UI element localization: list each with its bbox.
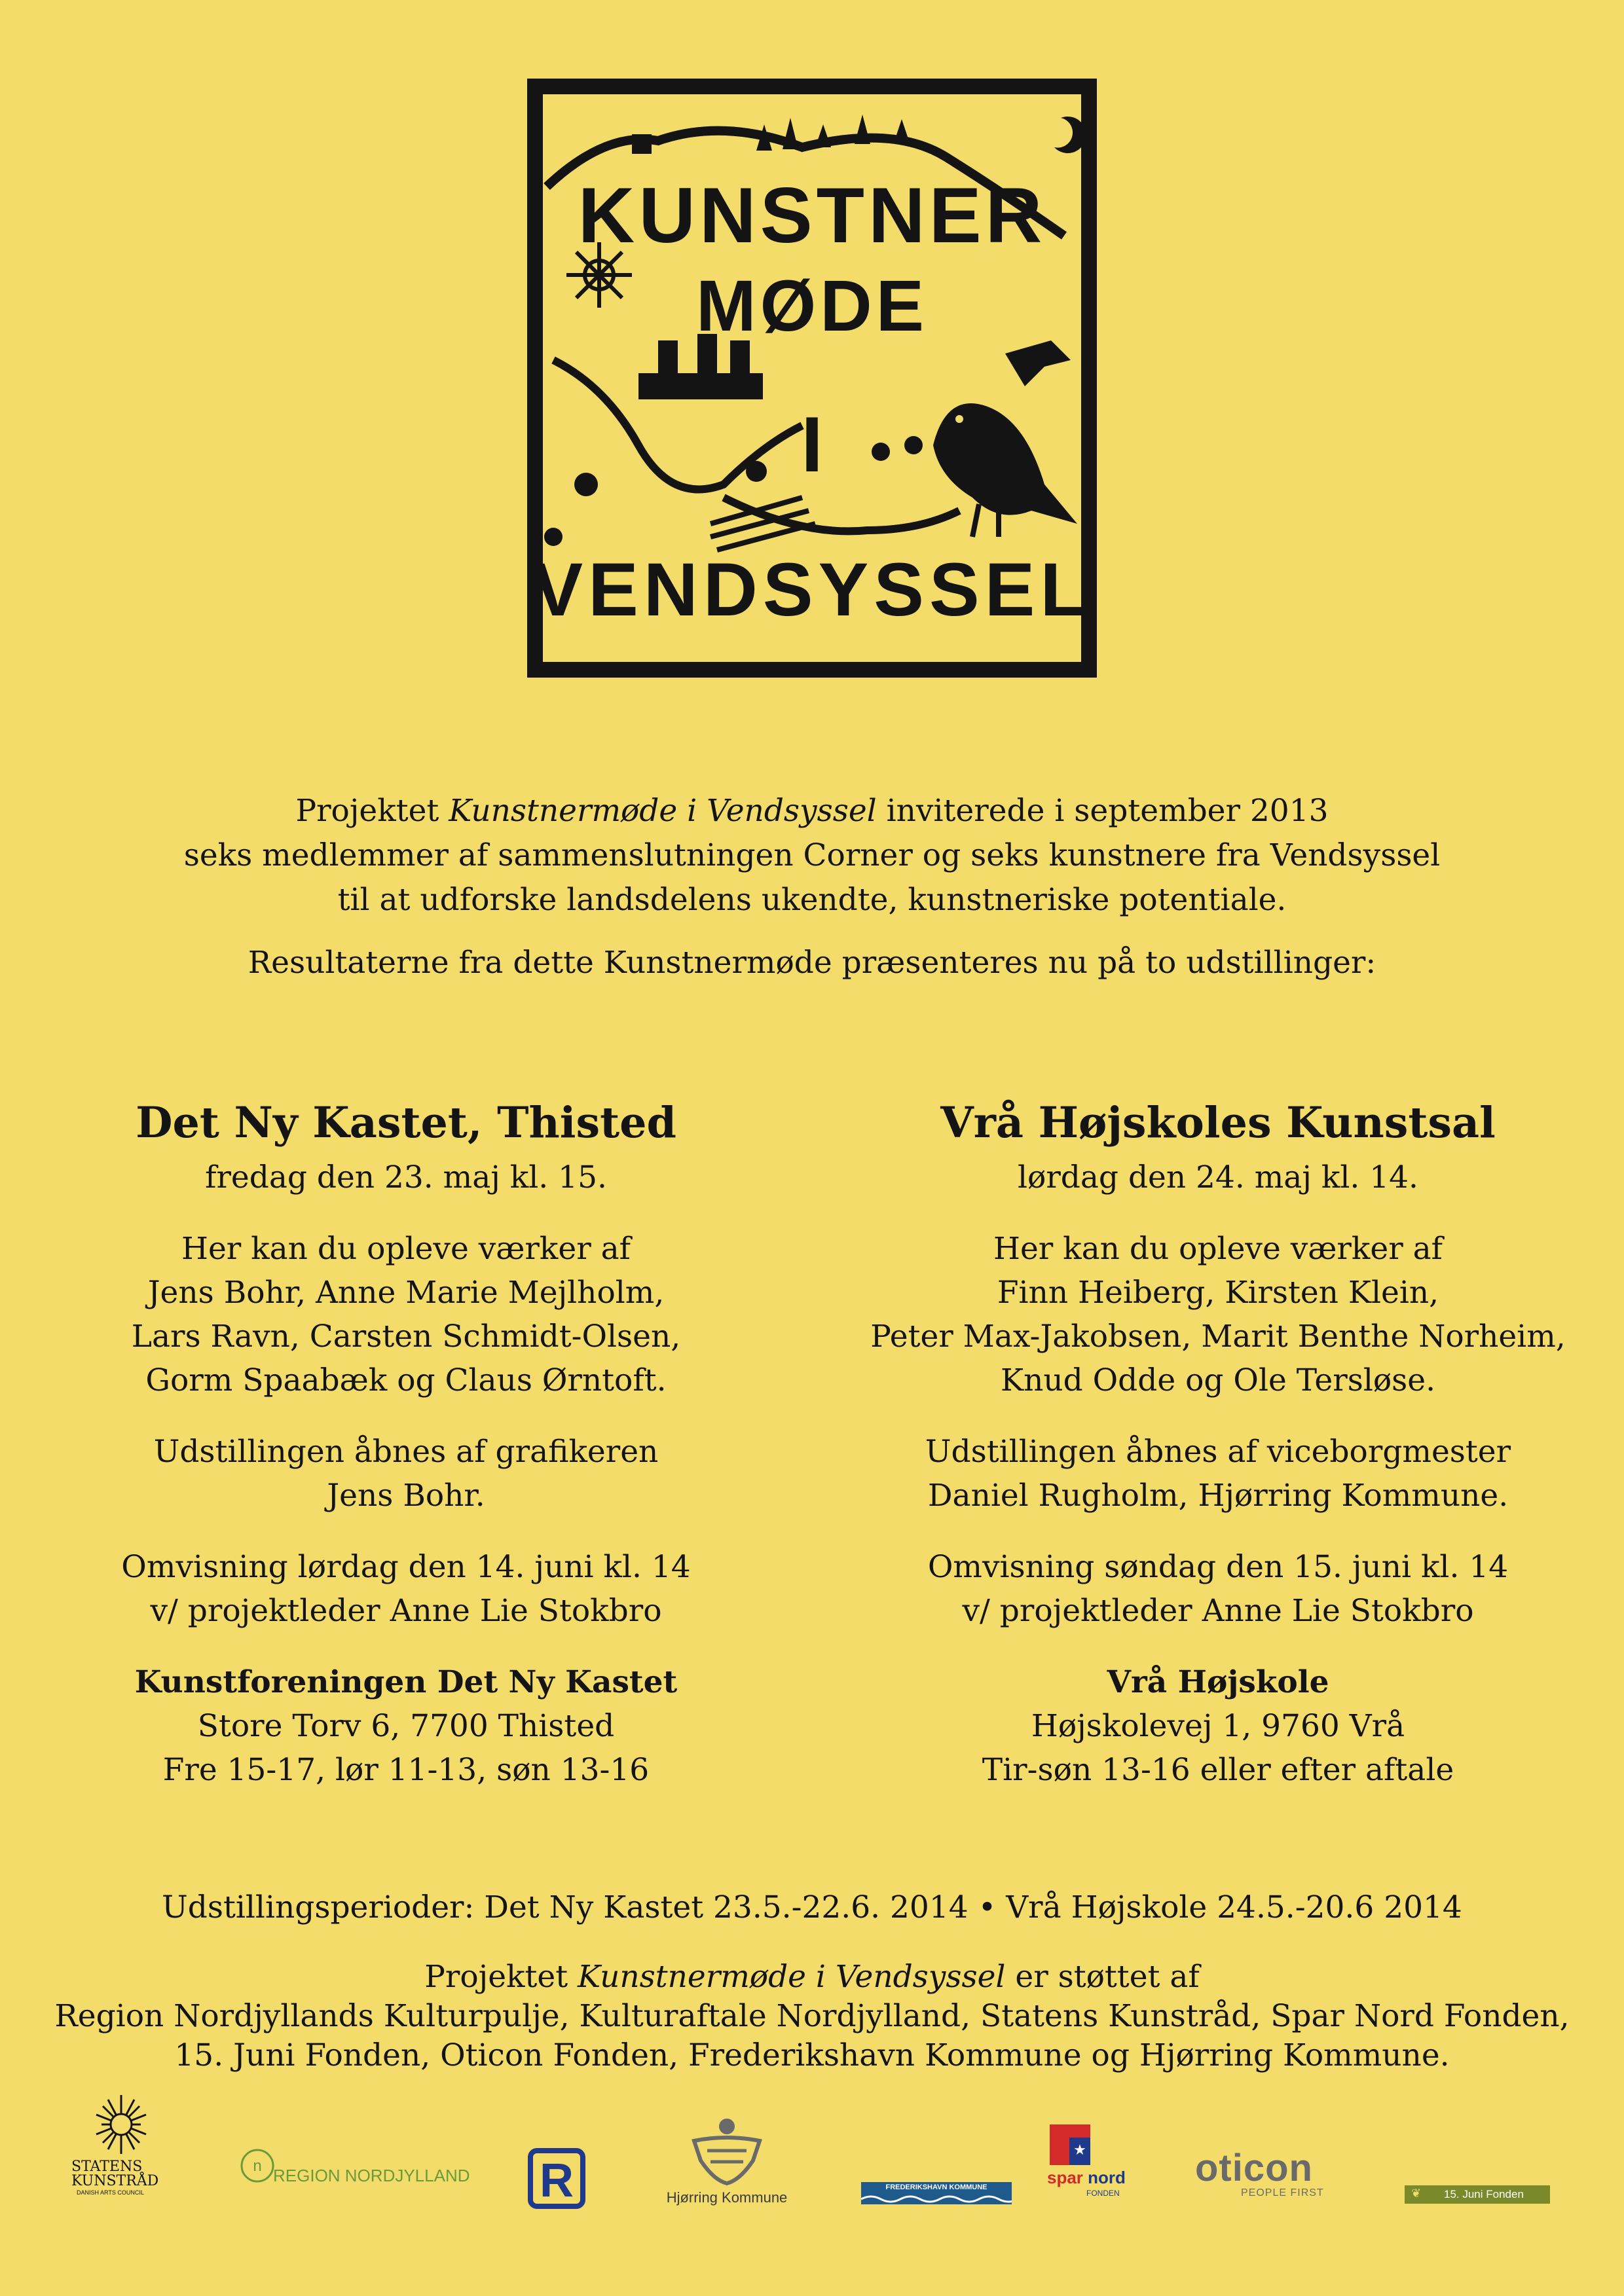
logo-text-mode: MØDE xyxy=(696,266,928,346)
venue-title: Vrå Højskoles Kunstsal xyxy=(940,1098,1496,1148)
intro-section xyxy=(0,789,1624,985)
intro-line-1: Projektet Kunstnermøde i Vendsyssel inviterede i september 2013 xyxy=(295,793,1329,829)
support-section xyxy=(0,1958,1624,2075)
15-juni-fonden-logo: ❦ 15. Juni Fonden xyxy=(1405,2185,1550,2204)
svg-text:R: R xyxy=(540,2155,574,2207)
support-line-3: 15. Juni Fonden, Oticon Fonden, Frederikshavn Kommune og Hjørring Kommune. xyxy=(174,2037,1450,2073)
logo-text-kunstner: KUNSTNER xyxy=(578,172,1046,259)
venue-address: Kunstforeningen Det Ny Kastet Store Torv 6, 7700 Thisted Fre 15-17, lør 11-13, søn 13-16 xyxy=(134,1664,678,1788)
venue-title: Det Ny Kastet, Thisted xyxy=(136,1098,676,1148)
support-line-1: Projektet Kunstnermøde i Vendsyssel er støttet af xyxy=(424,1959,1200,1995)
sponsor-logos xyxy=(0,2092,1624,2223)
svg-text:n: n xyxy=(253,2157,262,2175)
venue-artists: Her kan du opleve værker af Jens Bohr, Anne Marie Mejlholm, Lars Ravn, Carsten Schmidt-Olsen, Gorm Spaabæk og Claus Ørntoft. xyxy=(131,1231,681,1398)
region-circle-icon xyxy=(239,2147,276,2184)
venue-tour: Omvisning søndag den 15. juni kl. 14 v/ projektleder Anne Lie Stokbro xyxy=(927,1549,1509,1629)
venue-thisted xyxy=(0,1090,812,1819)
statens-kunstraad-logo: STATENS KUNSTRÅD DANISH ARTS COUNCIL xyxy=(62,2092,180,2206)
venue-opening: Udstillingen åbnes af grafikeren Jens Bohr. xyxy=(153,1434,659,1514)
star-icon: ★ xyxy=(1069,2138,1090,2165)
kunstnermode-logo xyxy=(527,79,1097,678)
venue-address: Vrå Højskole Højskolevej 1, 9760 Vrå Tir-søn 13-16 eller efter aftale xyxy=(982,1664,1454,1788)
project-name: Kunstnermøde i Vendsyssel xyxy=(449,793,877,829)
leaf-icon: ❦ xyxy=(1411,2187,1422,2200)
spar-nord-flag xyxy=(1050,2124,1090,2165)
exhibition-periods: Udstillingsperioder: Det Ny Kastet 23.5.-22.6. 2014 • Vrå Højskole 24.5.-20.6 2014 xyxy=(162,1889,1462,1925)
intro-line-2: seks medlemmer af sammenslutningen Corner og seks kunstnere fra Vendsyssel xyxy=(183,837,1441,873)
support-line-2: Region Nordjyllands Kulturpulje, Kulturaftale Nordjylland, Statens Kunstråd, Spar Nord Fonden, xyxy=(54,1998,1570,2034)
logo-text-i: I xyxy=(801,401,823,488)
spar-nord-fonden-logo: ★ spar nord FONDEN xyxy=(1044,2124,1130,2210)
logo-text-vendsyssel: VENDSYSSEL xyxy=(532,548,1092,632)
oticon-logo: oticon PEOPLE FIRST xyxy=(1195,2147,1324,2198)
venue-tour: Omvisning lørdag den 14. juni kl. 14 v/ projektleder Anne Lie Stokbro xyxy=(121,1549,691,1629)
r-mark-icon xyxy=(527,2147,586,2210)
hjorring-kommune-logo: Hjørring Kommune xyxy=(648,2115,805,2213)
sunburst-icon xyxy=(62,2092,180,2157)
wave-icon xyxy=(861,2193,1012,2204)
venue-date: lørdag den 24. maj kl. 14. xyxy=(1018,1159,1418,1195)
hjorring-crest-icon xyxy=(648,2115,805,2187)
intro-line-3: til at udforske landsdelens ukendte, kunstneriske potentiale. xyxy=(337,882,1287,918)
region-nordjylland-logo: n REGION NORDJYLLAND xyxy=(239,2160,481,2200)
venue-opening: Udstillingen åbnes af viceborgmester Daniel Rugholm, Hjørring Kommune. xyxy=(925,1434,1511,1514)
intro-line-4: Resultaterne fra dette Kunstnermøde præsenteres nu på to udstillinger: xyxy=(248,945,1376,981)
venue-date: fredag den 23. maj kl. 15. xyxy=(205,1159,607,1195)
kulturaftale-logo xyxy=(527,2147,586,2210)
venue-artists: Her kan du opleve værker af Finn Heiberg, Kirsten Klein, Peter Max-Jakobsen, Marit Benthe Norheim, Knud Odde og Ole Tersløse. xyxy=(870,1231,1566,1398)
venue-vraa xyxy=(812,1090,1624,1819)
frederikshavn-kommune-logo: FREDERIKSHAVN KOMMUNE xyxy=(861,2182,1012,2204)
